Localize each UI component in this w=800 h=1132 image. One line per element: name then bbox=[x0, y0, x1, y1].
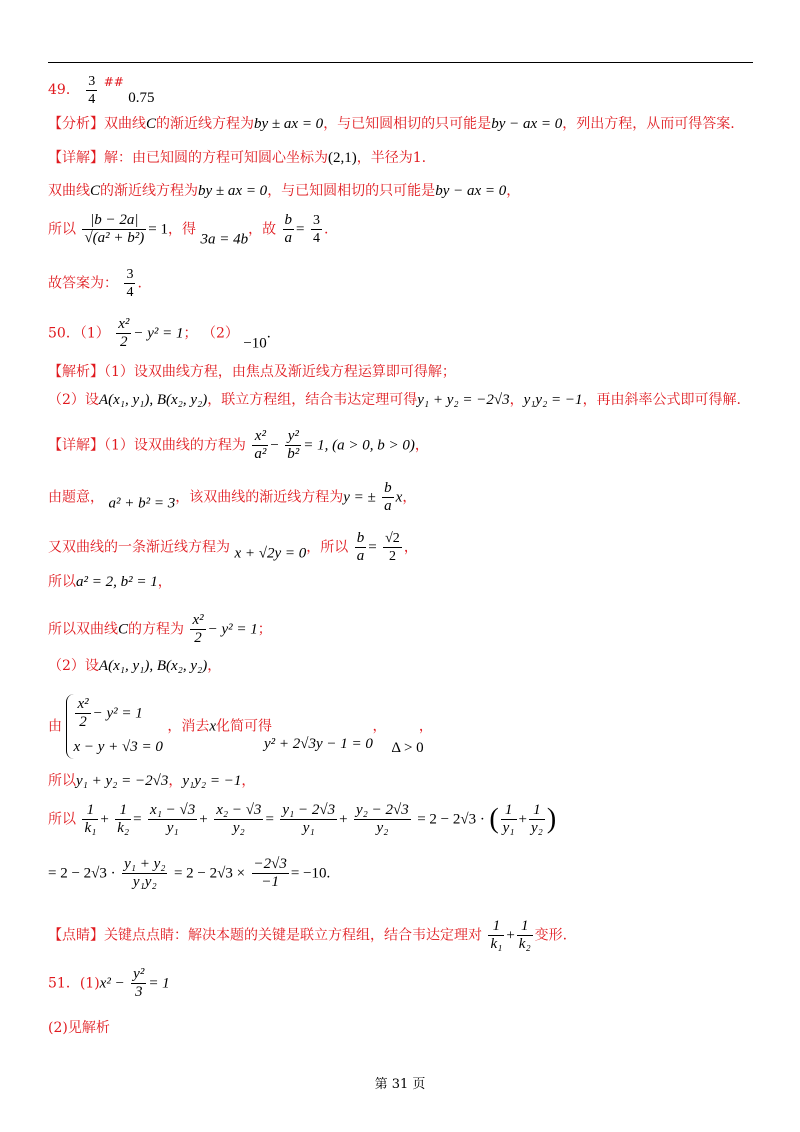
q50-system-line: 由 $\frac{\text{x²}}{2}$ − y² = 1 x − y + √3 = 0 ，消去x化简可得 ， ， bbox=[48, 694, 433, 759]
b-over-a: $\frac{b}{a}$ bbox=[356, 530, 365, 564]
q50-part2-line: （2）设A(x₁, y₁), B(x₂, y₂)， bbox=[48, 658, 222, 674]
q51-part2-line: (2)见解析 bbox=[48, 1020, 110, 1036]
x2-over-2: $\frac{\text{x²}}{2}$ bbox=[192, 612, 204, 646]
q49-number: 49． bbox=[48, 82, 80, 98]
one-over-k2: $\frac{1}{\text{k₂}}$ bbox=[117, 802, 130, 836]
q50-detail-line: 【详解】（1）设双曲线的方程为 $\frac{\text{x²}}{\text{a²}}$ − $\frac{\text{y²}}{\text{b²}}$ = 1, (a > 0, b > 0)， bbox=[48, 428, 429, 462]
q50-number: 50． bbox=[48, 325, 80, 342]
q49-final-answer-line: 故答案为： $\frac{3}{4}$ . bbox=[48, 267, 142, 300]
x2-over-a2: $\frac{\text{x²}}{\text{a²}}$ bbox=[254, 428, 267, 462]
analysis-tag: 【分析】 bbox=[48, 116, 104, 132]
left-paren: ( bbox=[489, 803, 499, 835]
q50-asymptote-line: 又双曲线的一条渐近线方程为 x + √2y = 0，所以 $\frac{b}{a}$ = $\frac{√2}{2}$ ， bbox=[48, 530, 418, 564]
q49-alt-answer: 0.75 bbox=[128, 90, 155, 106]
y2-over-3: $\frac{\text{y²}}{3}$ bbox=[133, 966, 145, 1000]
b-over-a: $\frac{b}{a}$ bbox=[284, 212, 293, 246]
detail-tag: 【详解】 bbox=[48, 437, 104, 454]
q50-jiexi-line: 【解析】（1）设双曲线方程，由焦点及渐近线方程运算即可得解； bbox=[48, 364, 456, 380]
q49-answer-fraction: $\frac{3}{4}$ bbox=[88, 73, 96, 107]
q50-values-line: 所以a² = 2, b² = 1， bbox=[48, 574, 172, 590]
dianjing-tag: 【点睛】 bbox=[48, 927, 104, 944]
q50-reduced-equation: y² + 2√3y − 1 = 0 Δ > 0 bbox=[264, 736, 424, 756]
q49-separator: ## bbox=[103, 75, 124, 89]
header-rule bbox=[48, 62, 753, 63]
x2-over-2: $\frac{\text{x²}}{2}$ bbox=[118, 316, 130, 350]
x2-over-2: $\frac{\text{x²}}{2}$ bbox=[77, 696, 89, 730]
q50-equation-result-line: 所以双曲线C的方程为 $\frac{\text{x²}}{2}$ − y² = 1； bbox=[48, 612, 272, 646]
q50-slope-sum-line: 所以 $\frac{1}{\text{k₁}}$ + $\frac{1}{\text{k₂}}$ = $\frac{\text{x₁ − √3}}{\text{y₁}}$ + $\frac{\text{x₂ − √3}}{\text{y₂}}$ = $\frac{\text{y₁ − 2√3}}{\text{y₁}}$ + $\frac{\text{y₂ − 2√3}}{\text{y₂}}$ = 2 − 2√3 · ( $\frac{1}{\text{y₁}}$ + $\frac{1}{\text{y₂}}$ ) bbox=[48, 802, 557, 836]
one-over-k2: $\frac{1}{\text{k₂}}$ bbox=[518, 918, 531, 952]
q50-condition-line: 由题意， a² + b² = 3，该双曲线的渐近线方程为y = ± $\frac{b}{a}$ x， bbox=[48, 480, 417, 514]
q51-answer-line: 51．(1)x² − $\frac{\text{y²}}{3}$ = 1 bbox=[48, 966, 170, 1000]
q50-result-line: = 2 − 2√3 · $\frac{\text{y₁ + y₂}}{\text{y₁y₂}}$ = 2 − 2√3 × $\frac{-2√3}{-1}$ = −10. bbox=[48, 856, 331, 890]
q49-analysis-line: 【分析】双曲线C的渐近线方程为by ± ax = 0，与已知圆相切的只可能是by − ax = 0，列出方程，从而可得答案. bbox=[48, 116, 735, 132]
page-number: 第 31 页 bbox=[374, 1077, 426, 1092]
value-fraction: $\frac{-2√3}{-1}$ bbox=[253, 856, 287, 890]
one-over-y1: $\frac{1}{\text{y₁}}$ bbox=[502, 802, 515, 836]
q50-jiexi-line-2: （2）设A(x₁, y₁), B(x₂, y₂)，联立方程组，结合韦达定理可得y₁ + y₂ = −2√3，y₁y₂ = −1，再由斜率公式即可得解. bbox=[48, 392, 742, 408]
y2-over-b2: $\frac{\text{y²}}{\text{b²}}$ bbox=[287, 428, 300, 462]
term-fraction: $\frac{\text{y₂ − 2√3}}{\text{y₂}}$ bbox=[356, 802, 409, 836]
detail-tag: 【详解】 bbox=[48, 150, 104, 166]
root2-over-2: $\frac{√2}{2}$ bbox=[385, 531, 400, 564]
q49-equation-line: 所以 $\frac{|b - 2a|}{\text{√(a² + b²)}}$ = 1，得 3a = 4b，故 $\frac{b}{a}$ = $\frac{3}{4}$ . bbox=[48, 212, 329, 248]
ratio-fraction: $\frac{3}{4}$ bbox=[312, 213, 320, 246]
q50-vieta-line: 所以y₁ + y₂ = −2√3，y₁y₂ = −1， bbox=[48, 773, 256, 789]
sum-over-product: $\frac{\text{y₁ + y₂}}{\text{y₁y₂}}$ bbox=[124, 856, 166, 890]
q49-asymptote-line: 双曲线C的渐近线方程为by ± ax = 0，与已知圆相切的只可能是by − ax = 0， bbox=[48, 183, 521, 199]
q50-dianjing-line: 【点睛】关键点点睛：解决本题的关键是联立方程组，结合韦达定理对 $\frac{1}{\text{k₁}}$ + $\frac{1}{\text{k₂}}$ 变形. bbox=[48, 918, 568, 952]
one-over-y2: $\frac{1}{\text{y₂}}$ bbox=[530, 802, 543, 836]
term-fraction: $\frac{\text{y₁ − 2√3}}{\text{y₁}}$ bbox=[282, 802, 336, 836]
q49-answer-line bbox=[48, 72, 155, 108]
one-over-k1: $\frac{1}{\text{k₁}}$ bbox=[490, 918, 503, 952]
equation-system: $\frac{\text{x²}}{2}$ − y² = 1 x − y + √3 = 0 bbox=[66, 694, 162, 759]
q49-detail-line: 【详解】解：由已知圆的方程可知圆心坐标为(2,1)，半径为1. bbox=[48, 150, 427, 166]
one-over-k1: $\frac{1}{\text{k₁}}$ bbox=[84, 802, 97, 836]
final-fraction: $\frac{3}{4}$ bbox=[126, 267, 134, 300]
b-over-a: $\frac{b}{a}$ bbox=[384, 480, 392, 514]
right-paren: ) bbox=[546, 803, 557, 835]
q51-number: 51． bbox=[48, 975, 80, 992]
distance-fraction: $\frac{|b - 2a|}{\text{√(a² + b²)}}$ bbox=[84, 212, 145, 246]
term-fraction: $\frac{\text{x₁ − √3}}{\text{y₁}}$ bbox=[150, 802, 196, 836]
q50-answer-line: 50．（1） $\frac{\text{x²}}{2}$ − y² = 1； （2） −10. bbox=[48, 316, 271, 352]
term-fraction: $\frac{\text{x₂ − √3}}{\text{y₂}}$ bbox=[216, 802, 262, 836]
jiexi-tag: 【解析】 bbox=[48, 364, 104, 380]
